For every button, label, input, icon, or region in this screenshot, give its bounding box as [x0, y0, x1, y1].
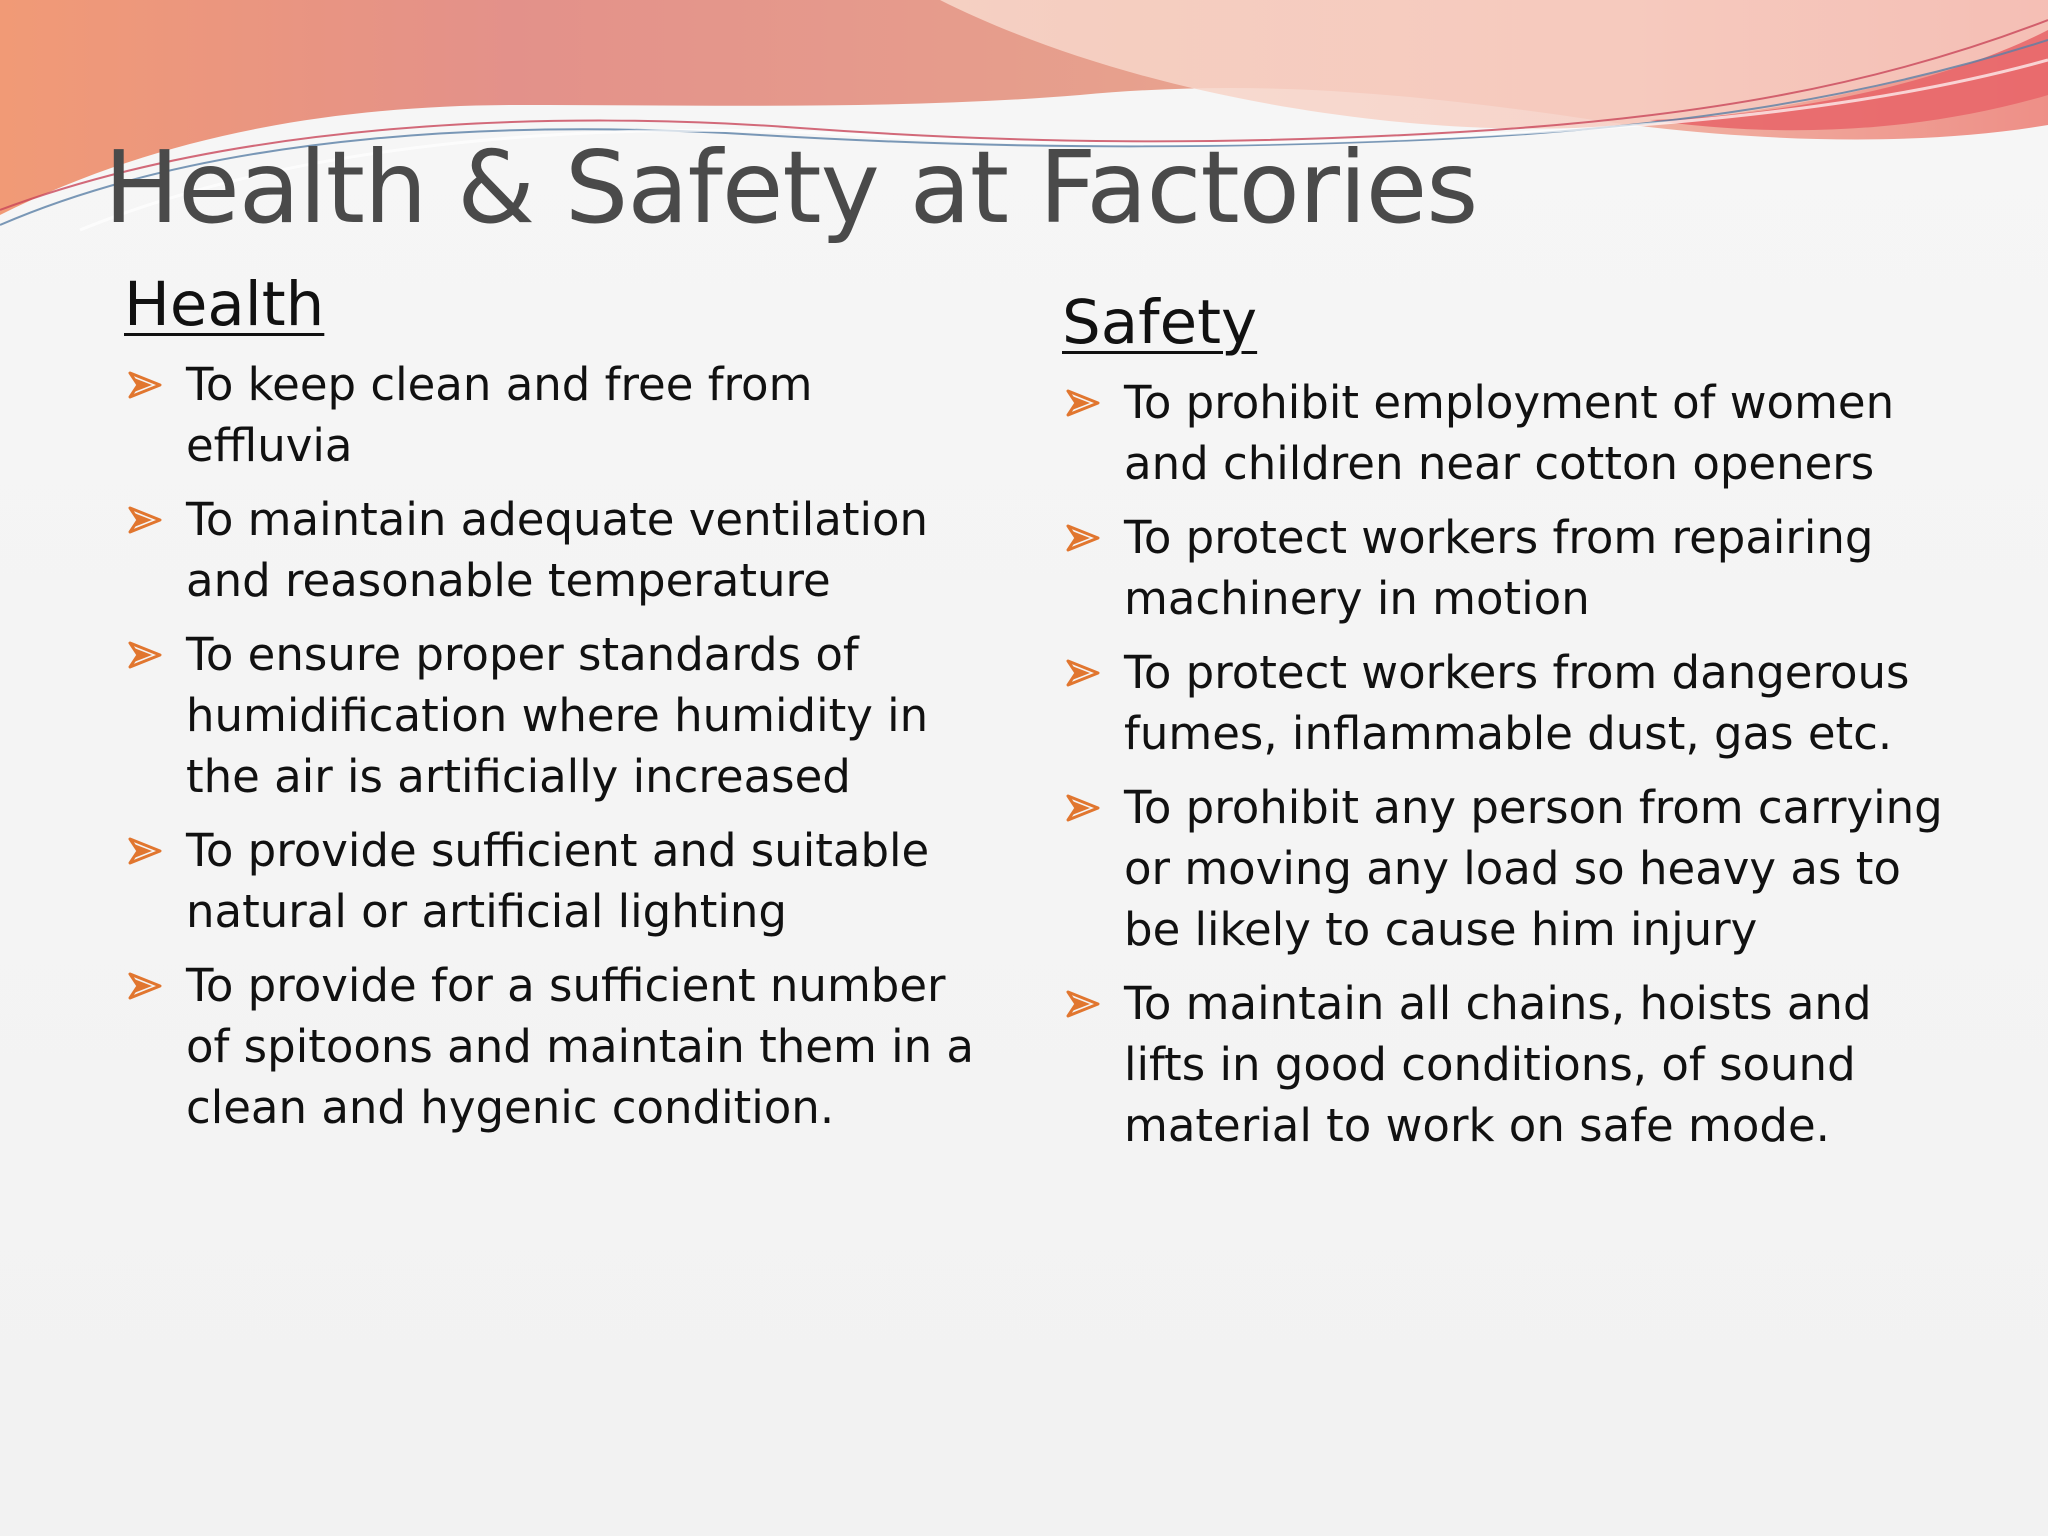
health-item [124, 820, 984, 942]
arrow-bullet-icon [128, 641, 162, 669]
health-bullet-list [124, 354, 984, 1138]
safety-item-text: To protect workers from repairing machinery in motion [1124, 511, 1874, 625]
arrow-bullet-icon [1066, 389, 1100, 417]
health-item-text: To provide sufficient and suitable natural or artificial lighting [186, 824, 930, 938]
safety-item-text: To prohibit any person from carrying or moving any load so heavy as to be likely to cause him injury [1124, 781, 1943, 956]
arrow-bullet-icon [1066, 659, 1100, 687]
safety-item [1062, 372, 1962, 494]
safety-heading: Safety [1062, 287, 1258, 358]
arrow-bullet-icon [128, 506, 162, 534]
safety-item-text: To maintain all chains, hoists and lifts in good conditions, of sound material to work on safe mode. [1124, 977, 1872, 1152]
health-item [124, 489, 984, 611]
arrow-bullet-icon [1066, 794, 1100, 822]
safety-item-text: To protect workers from dangerous fumes, inflammable dust, gas etc. [1124, 646, 1910, 760]
safety-item-text: To prohibit employment of women and children near cotton openers [1124, 376, 1895, 490]
health-item-text: To maintain adequate ventilation and reasonable temperature [186, 493, 929, 607]
safety-column [1062, 280, 1962, 1169]
safety-item [1062, 777, 1962, 960]
slide-title: Health & Safety at Factories [104, 129, 1478, 246]
health-item [124, 624, 984, 807]
safety-bullet-list [1062, 372, 1962, 1156]
arrow-bullet-icon [1066, 990, 1100, 1018]
arrow-bullet-icon [128, 972, 162, 1000]
health-item [124, 955, 984, 1138]
health-column [124, 262, 984, 1151]
arrow-bullet-icon [1066, 524, 1100, 552]
safety-item [1062, 507, 1962, 629]
health-item-text: To ensure proper standards of humidification where humidity in the air is artificially increased [186, 628, 929, 803]
health-item-text: To provide for a sufficient number of spitoons and maintain them in a clean and hygenic condition. [186, 959, 975, 1134]
arrow-bullet-icon [128, 371, 162, 399]
safety-item [1062, 642, 1962, 764]
health-item [124, 354, 984, 476]
safety-item [1062, 973, 1962, 1156]
health-heading: Health [124, 269, 325, 340]
health-item-text: To keep clean and free from effluvia [186, 358, 813, 472]
arrow-bullet-icon [128, 837, 162, 865]
